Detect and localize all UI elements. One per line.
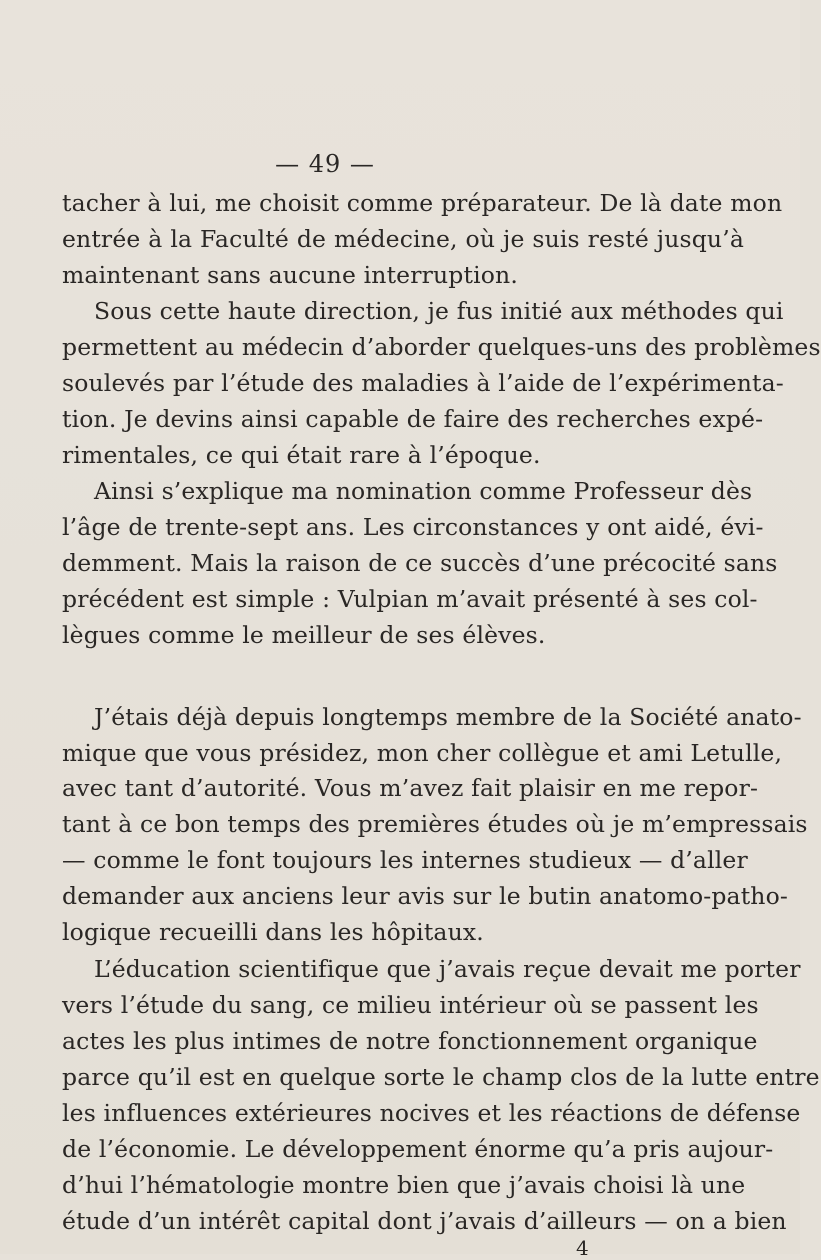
text-line: l’âge de trente-sept ans. Les circonstances y ont aidé, évi-: [62, 513, 764, 542]
text-line: actes les plus intimes de notre fonctionnement organique: [62, 1027, 758, 1056]
text-line: entrée à la Faculté de médecine, où je suis resté jusqu’à: [62, 224, 744, 253]
text-line: lègues comme le meilleur de ses élèves.: [62, 621, 546, 650]
page-number: — 49 —: [275, 150, 375, 178]
paragraph-5: [62, 952, 820, 1240]
text-line: étude d’un intérêt capital dont j’avais d’ailleurs — on a bien: [62, 1207, 787, 1236]
text-line: précédent est simple : Vulpian m’avait présenté à ses col-: [62, 585, 758, 614]
text-line: Ainsi s’explique ma nomination comme Professeur dès: [94, 477, 753, 506]
text-line: mique que vous présidez, mon cher collègue et ami Letulle,: [62, 738, 783, 767]
paragraph-1: [62, 186, 783, 294]
text-line: J’étais déjà depuis longtemps membre de la Société anato-: [94, 702, 802, 731]
text-line: rimentales, ce qui était rare à l’époque.: [62, 441, 541, 469]
text-line: parce qu’il est en quelque sorte le champ clos de la lutte entre: [62, 1063, 820, 1092]
signature-mark: 4: [576, 1236, 589, 1260]
text-line: tion. Je devins ainsi capable de faire des recherches expé-: [62, 405, 764, 434]
text-line: maintenant sans aucune interruption.: [62, 260, 518, 289]
text-line: permettent au médecin d’aborder quelques-uns des problèmes: [62, 333, 821, 362]
text-line: Sous cette haute direction, je fus initié aux méthodes qui: [94, 297, 784, 326]
text-line: les influences extérieures nocives et les réactions de défense: [62, 1099, 801, 1128]
paragraph-2: [62, 294, 821, 474]
text-line: logique recueilli dans les hôpitaux.: [62, 918, 484, 947]
text-line: vers l’étude du sang, ce milieu intérieur où se passent les: [62, 991, 759, 1020]
text-line: tant à ce bon temps des premières études où je m’empressais: [62, 810, 808, 839]
text-line: de l’économie. Le développement énorme qu’a pris aujour-: [62, 1135, 774, 1164]
text-line: soulevés par l’étude des maladies à l’aide de l’expérimenta-: [62, 369, 784, 398]
paragraph-3: [62, 474, 778, 654]
text-line: demander aux anciens leur avis sur le butin anatomo-patho-: [62, 882, 788, 911]
text-line: demment. Mais la raison de ce succès d’une précocité sans: [62, 549, 778, 578]
text-line: d’hui l’hématologie montre bien que j’avais choisi là une: [62, 1171, 746, 1200]
text-line: tacher à lui, me choisit comme préparateur. De là date mon: [62, 189, 783, 217]
text-line: avec tant d’autorité. Vous m’avez fait plaisir en me repor-: [62, 774, 759, 803]
paragraph-4: [62, 700, 808, 952]
text-line: L’éducation scientifique que j’avais reçue devait me porter: [94, 955, 801, 984]
text-line: — comme le font toujours les internes studieux — d’aller: [62, 846, 748, 875]
